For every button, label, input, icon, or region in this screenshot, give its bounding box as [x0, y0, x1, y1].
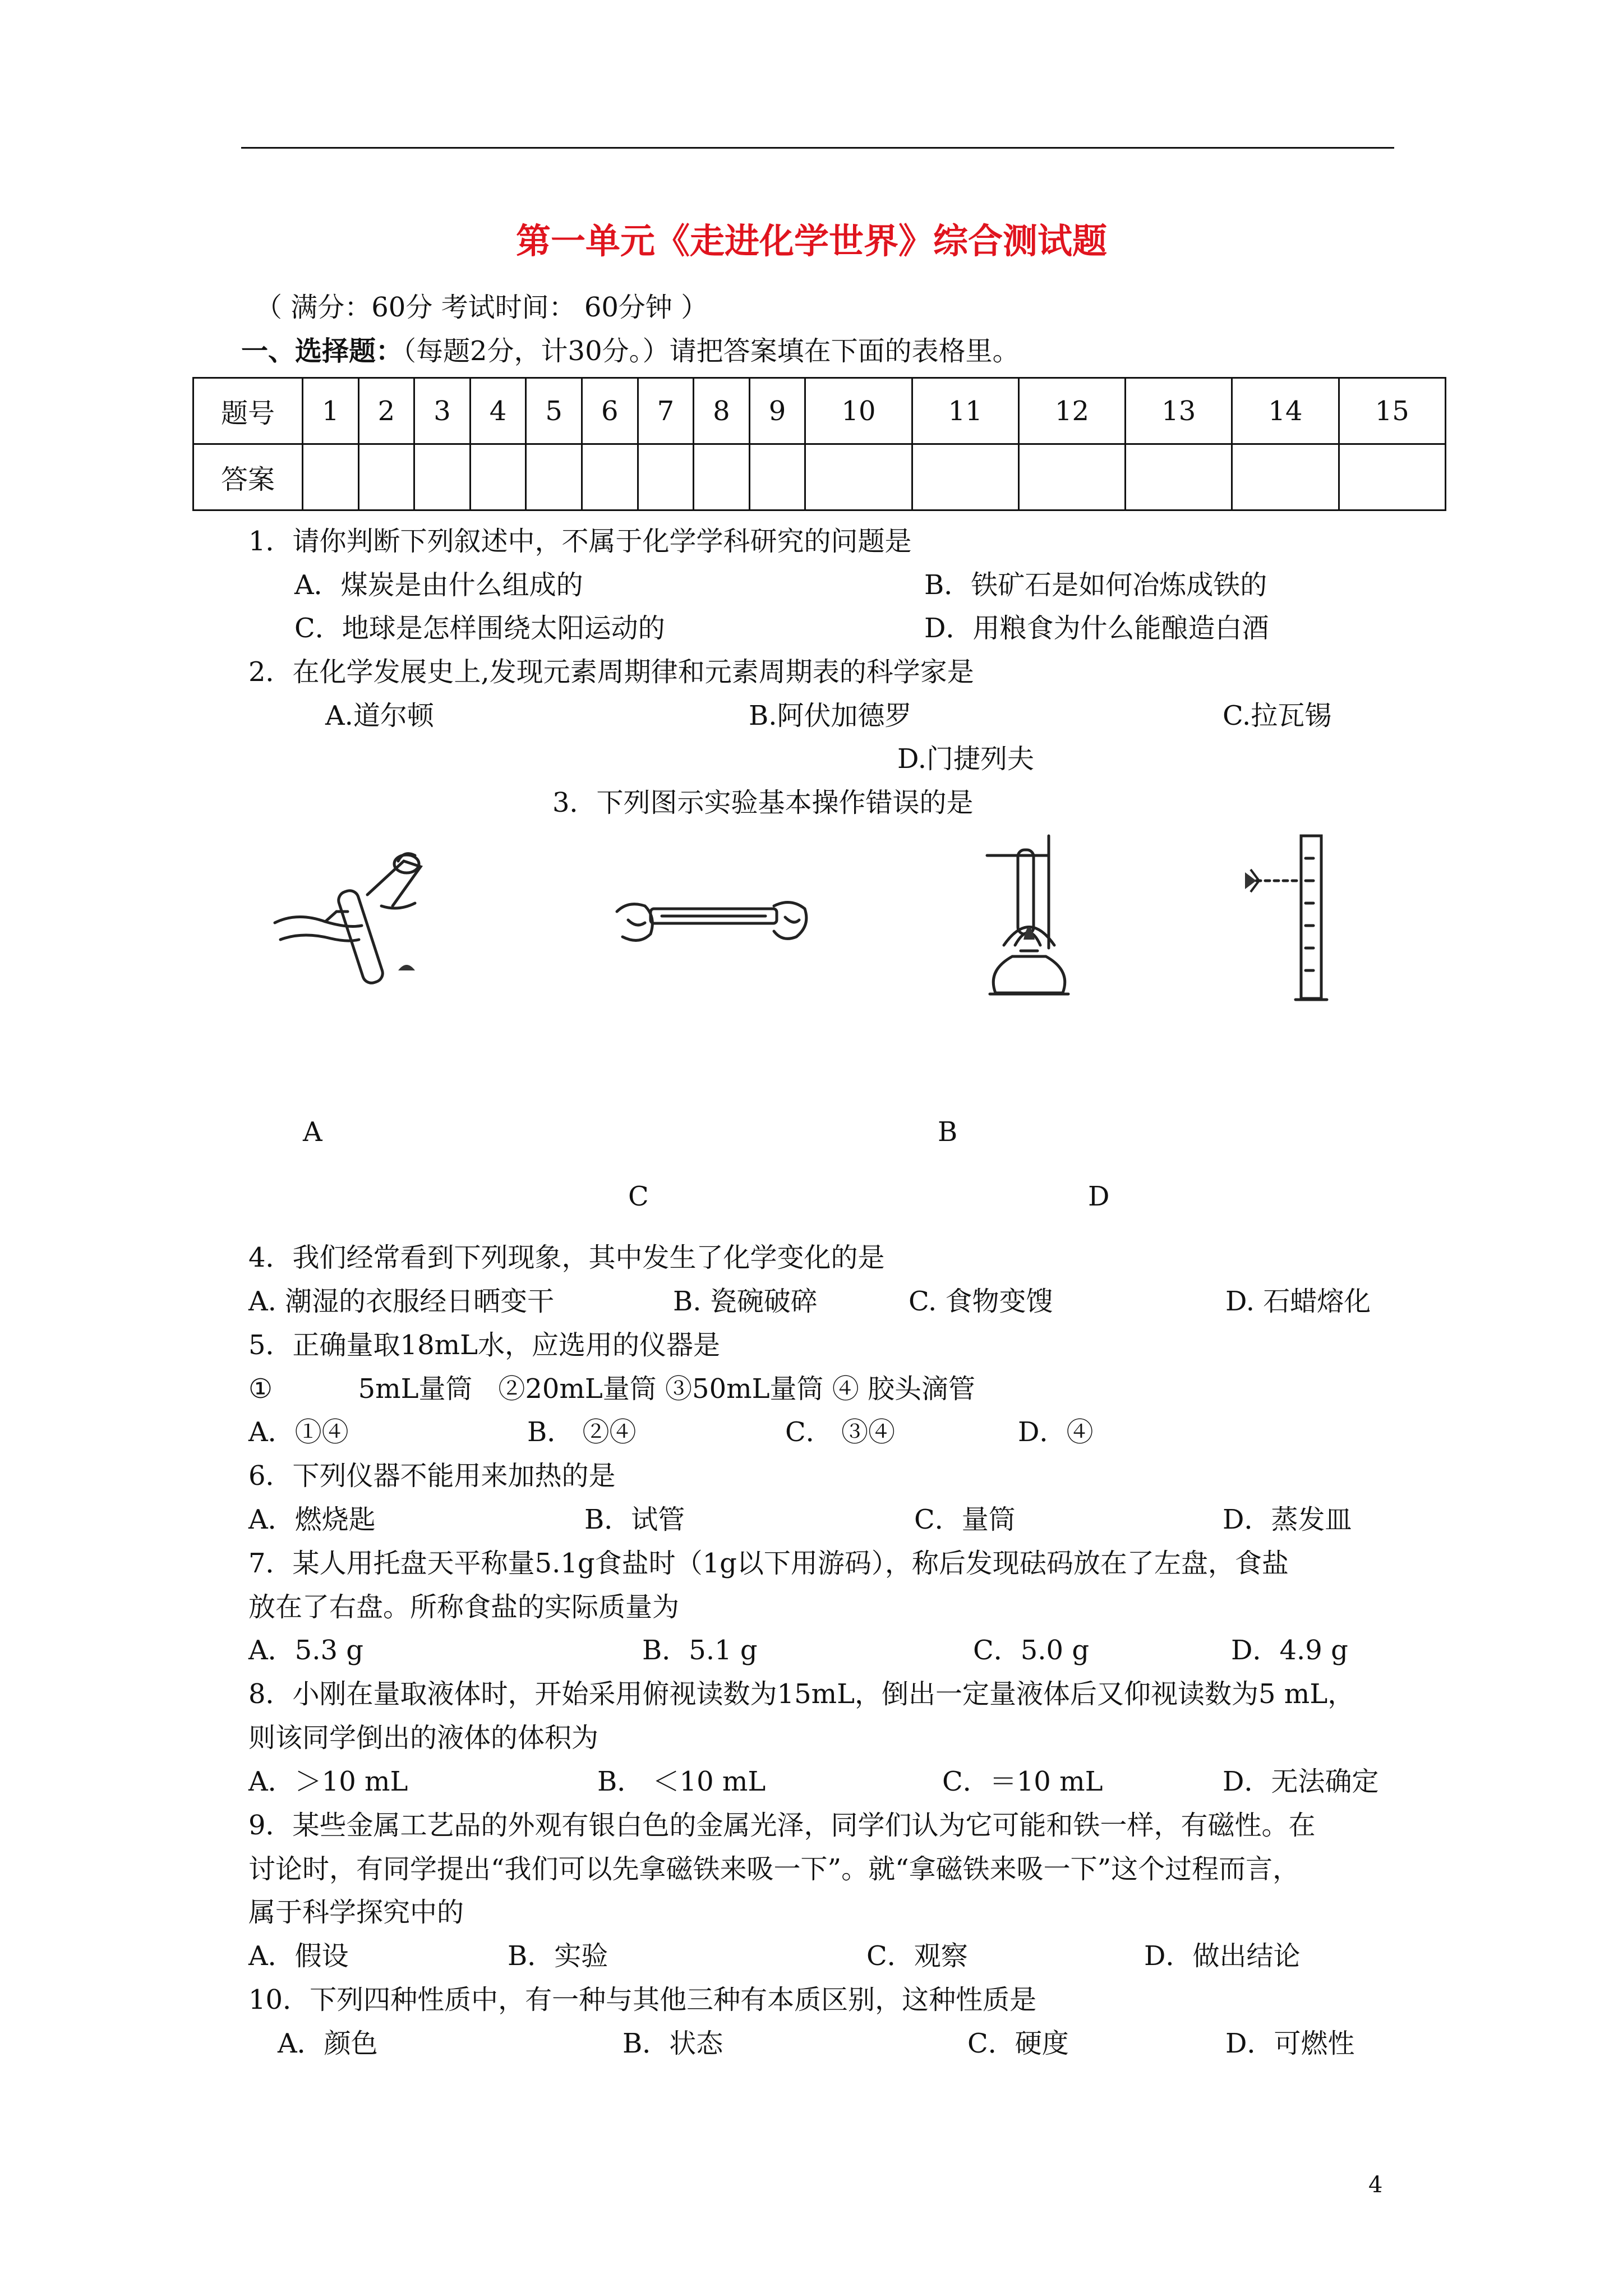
header-rule — [241, 147, 1394, 149]
figure-label-c[interactable]: C — [628, 1181, 649, 1212]
answer-cell[interactable] — [749, 444, 805, 510]
question-1-stem: 1．请你判断下列叙述中，不属于化学学科研究的问题是 — [248, 526, 912, 557]
question-9-stem-line-1: 9．某些金属工艺品的外观有银白色的金属光泽，同学们认为它可能和铁一样，有磁性。在 — [248, 1810, 1316, 1841]
question-2-stem: 2．在化学发展史上,发现元素周期律和元素周期表的科学家是 — [248, 656, 974, 688]
figure-label-b[interactable]: B — [938, 1116, 958, 1148]
question-2-option-c[interactable]: C.拉瓦锡 — [1223, 700, 1332, 731]
table-cell-number: 6 — [582, 378, 638, 444]
lab-figure-d — [1234, 825, 1346, 1010]
question-4-option-d[interactable]: D. 石蜡熔化 — [1225, 1286, 1371, 1317]
question-4-option-b[interactable]: B. 瓷碗破碎 — [673, 1286, 818, 1317]
table-cell-number: 8 — [694, 378, 750, 444]
answer-cell[interactable] — [1018, 444, 1125, 510]
question-7-stem-line-2: 放在了右盘。所称食盐的实际质量为 — [248, 1591, 680, 1623]
table-cell-number: 10 — [805, 378, 912, 444]
section-note: （每题2分，计30分。）请把答案填在下面的表格里。 — [403, 335, 1020, 367]
question-7-option-a[interactable]: A．5.3 g — [248, 1635, 363, 1666]
question-1-option-d[interactable]: D．用粮食为什么能酿造白酒 — [924, 613, 1269, 644]
question-9-stem-line-3: 属于科学探究中的 — [248, 1897, 464, 1928]
question-8-option-a[interactable]: A．＞10 mL — [248, 1766, 408, 1797]
question-10-option-a[interactable]: A．颜色 — [278, 2028, 378, 2059]
figure-label-d[interactable]: D — [1088, 1181, 1110, 1212]
lab-figure-c — [965, 825, 1094, 1010]
table-cell-number: 4 — [470, 378, 526, 444]
question-9-option-b[interactable]: B．实验 — [508, 1940, 608, 1972]
question-2-option-a[interactable]: A.道尔顿 — [325, 700, 434, 731]
question-5-option-a[interactable]: A．①④ — [248, 1416, 349, 1448]
page-number: 4 — [1368, 2172, 1383, 2198]
question-6-stem: 6．下列仪器不能用来加热的是 — [248, 1460, 616, 1492]
question-10-option-d[interactable]: D．可燃性 — [1225, 2028, 1355, 2059]
table-cell-number: 13 — [1126, 378, 1232, 444]
answer-cell[interactable] — [805, 444, 912, 510]
answer-cell[interactable] — [582, 444, 638, 510]
answer-cell[interactable] — [638, 444, 694, 510]
question-7-stem-line-1: 7．某人用托盘天平称量5.1g食盐时（1g以下用游码），称后发现砝码放在了左盘，食盐 — [248, 1548, 1289, 1579]
table-cell-number: 11 — [912, 378, 1018, 444]
exam-meta: （ 满分：60分 考试时间： 60分钟 ） — [255, 292, 708, 323]
question-6-option-b[interactable]: B．试管 — [584, 1504, 685, 1535]
question-1-option-a[interactable]: A．煤炭是由什么组成的 — [294, 569, 583, 601]
table-row-numbers — [193, 378, 1446, 444]
lab-figure-b — [606, 867, 819, 962]
question-2-option-d[interactable]: D.门捷列夫 — [897, 743, 1035, 775]
question-5-option-c[interactable]: C． ③④ — [785, 1416, 895, 1448]
table-cell-number: 14 — [1232, 378, 1339, 444]
question-6-option-d[interactable]: D．蒸发皿 — [1223, 1504, 1352, 1535]
answer-cell[interactable] — [694, 444, 750, 510]
question-7-option-d[interactable]: D．4.9 g — [1231, 1635, 1348, 1666]
figure-label-a[interactable]: A — [303, 1116, 322, 1148]
question-9-option-a[interactable]: A．假设 — [248, 1940, 349, 1972]
table-cell-number: 9 — [749, 378, 805, 444]
answer-table — [192, 377, 1446, 511]
answer-cell[interactable] — [358, 444, 414, 510]
section-label: 一、选择题： — [241, 335, 403, 367]
answer-cell[interactable] — [1339, 444, 1445, 510]
section-heading — [241, 334, 1020, 368]
question-9-option-d[interactable]: D．做出结论 — [1144, 1940, 1301, 1972]
question-1-option-b[interactable]: B．铁矿石是如何冶炼成铁的 — [924, 569, 1267, 601]
question-3-stem: 3．下列图示实验基本操作错误的是 — [552, 787, 974, 818]
table-cell-number: 3 — [414, 378, 471, 444]
question-10-option-c[interactable]: C．硬度 — [967, 2028, 1069, 2059]
question-7-option-b[interactable]: B．5.1 g — [642, 1635, 758, 1666]
answer-cell[interactable] — [303, 444, 359, 510]
table-cell-number: 5 — [526, 378, 582, 444]
question-8-option-d[interactable]: D．无法确定 — [1223, 1766, 1379, 1797]
question-5-stem: 5．正确量取18mL水，应选用的仪器是 — [248, 1329, 721, 1361]
answer-cell[interactable] — [414, 444, 471, 510]
question-9-stem-line-2: 讨论时，有同学提出“我们可以先拿磁铁来吸一下”。就“拿磁铁来吸一下”这个过程而言， — [248, 1853, 1300, 1885]
table-header-number: 题号 — [193, 378, 303, 444]
question-6-option-a[interactable]: A．燃烧匙 — [248, 1504, 376, 1535]
question-8-option-b[interactable]: B． ＜10 mL — [597, 1766, 766, 1797]
question-5-option-b[interactable]: B． ②④ — [527, 1416, 637, 1448]
question-4-option-c[interactable]: C. 食物变馊 — [909, 1286, 1053, 1317]
table-cell-number: 15 — [1339, 378, 1445, 444]
answer-cell[interactable] — [470, 444, 526, 510]
question-9-option-c[interactable]: C．观察 — [866, 1940, 968, 1972]
question-8-stem-line-1: 8．小刚在量取液体时，开始采用俯视读数为15mL，倒出一定量液体后又仰视读数为5 mL， — [248, 1678, 1355, 1710]
table-cell-number: 12 — [1018, 378, 1125, 444]
question-6-option-c[interactable]: C．量筒 — [914, 1504, 1016, 1535]
question-8-stem-line-2: 则该同学倒出的液体的体积为 — [248, 1722, 599, 1754]
question-7-option-c[interactable]: C．5.0 g — [973, 1635, 1090, 1666]
question-8-option-c[interactable]: C．＝10 mL — [942, 1766, 1103, 1797]
question-4-option-a[interactable]: A. 潮湿的衣服经日晒变干 — [248, 1286, 555, 1317]
question-5-option-d[interactable]: D．④ — [1018, 1416, 1094, 1448]
table-header-answer: 答案 — [193, 444, 303, 510]
question-1-option-c[interactable]: C．地球是怎样围绕太阳运动的 — [294, 613, 665, 644]
answer-cell[interactable] — [912, 444, 1018, 510]
answer-cell[interactable] — [1232, 444, 1339, 510]
table-row-answers — [193, 444, 1446, 510]
table-cell-number: 7 — [638, 378, 694, 444]
table-cell-number: 2 — [358, 378, 414, 444]
question-10-stem: 10．下列四种性质中，有一种与其他三种有本质区别，这种性质是 — [248, 1984, 1037, 2016]
table-cell-number: 1 — [303, 378, 359, 444]
question-2-option-b[interactable]: B.阿伏加德罗 — [749, 700, 912, 731]
question-4-stem: 4．我们经常看到下列现象，其中发生了化学变化的是 — [248, 1242, 885, 1273]
question-10-option-b[interactable]: B．状态 — [623, 2028, 723, 2059]
lab-figure-a — [264, 827, 443, 996]
answer-cell[interactable] — [1126, 444, 1232, 510]
answer-cell[interactable] — [526, 444, 582, 510]
page-title: 第一单元《走进化学世界》综合测试题 — [515, 220, 1107, 261]
question-5-items: ① 5mL量筒 ②20mL量筒 ③50mL量筒 ④ 胶头滴管 — [248, 1373, 976, 1405]
